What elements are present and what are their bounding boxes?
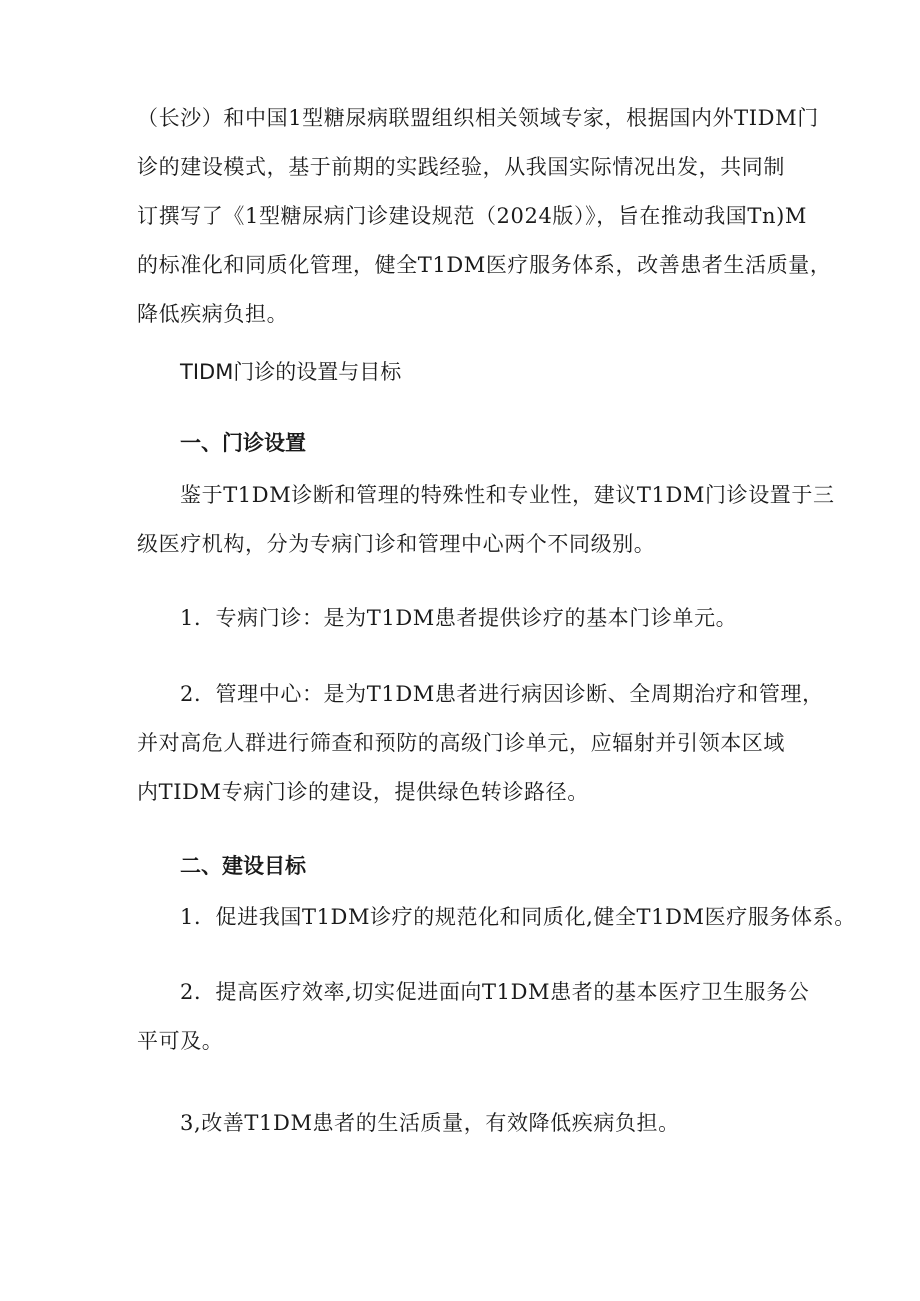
section1-item-2-line-3: 内TIDM专病门诊的建设，提供绿色转诊路径。 [137,780,589,804]
section1-para-line-1: 鉴于T1DM诊断和管理的特殊性和专业性，建议T1DM门诊设置于三 [180,483,835,507]
section2-item-1: 1．促进我国T1DM诊疗的规范化和同质化,健全T1DM医疗服务体系。 [180,905,856,929]
section2-item-2-line-2: 平可及。 [137,1029,224,1053]
intro-line-3: 订撰写了《1型糖尿病门诊建设规范（2024版）》，旨在推动我国Tn)M [137,204,808,228]
section1-item-2-line-1: 2．管理中心：是为T1DM患者进行病因诊断、全周期治疗和管理， [180,682,824,706]
section2-item-3: 3,改善T1DM患者的生活质量，有效降低疾病负担。 [180,1111,680,1135]
section2-heading: 二、建设目标 [180,854,306,878]
section2-item-2-line-1: 2．提高医疗效率,切实促进面向T1DM患者的基本医疗卫生服务公 [180,980,810,1004]
section1-heading: 一、门诊设置 [180,431,306,455]
section1-item-2-line-2: 并对高危人群进行筛查和预防的高级门诊单元，应辐射并引领本区域 [137,731,785,755]
section1-para-line-2: 级医疗机构，分为专病门诊和管理中心两个不同级别。 [137,532,656,556]
intro-line-4: 的标准化和同质化管理，健全T1DM医疗服务体系，改善患者生活质量， [137,253,832,277]
intro-line-2: 诊的建设模式，基于前期的实践经验，从我国实际情况出发，共同制 [137,155,785,179]
section-title: TIDM门诊的设置与目标 [180,360,402,384]
intro-line-1: （长沙）和中国1型糖尿病联盟组织相关领域专家，根据国内外TIDM门 [137,106,819,130]
section1-item-1: 1．专病门诊：是为T1DM患者提供诊疗的基本门诊单元。 [180,606,738,630]
intro-line-5: 降低疾病负担。 [137,302,289,326]
